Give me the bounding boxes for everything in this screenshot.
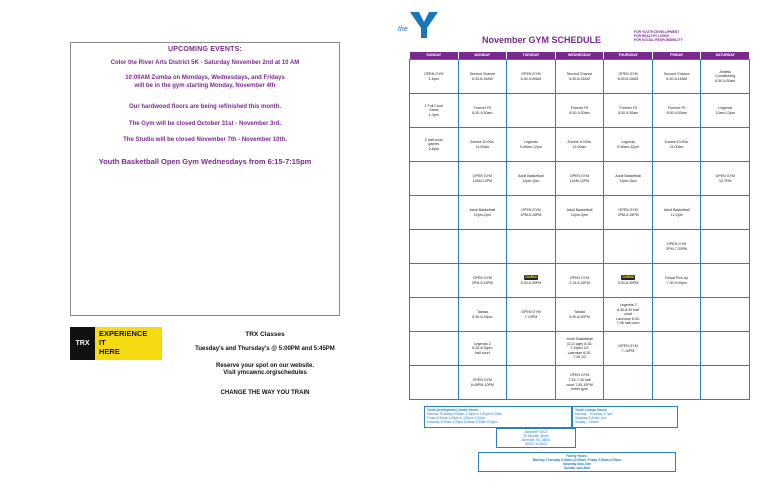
schedule-cell bbox=[603, 93, 653, 128]
cell-text: 1 Full Court bbox=[424, 103, 444, 108]
cell-text: 6:30-9:00AM bbox=[520, 76, 542, 81]
cell-text: 6:30-8:30 half bbox=[617, 307, 640, 312]
schedule-cell bbox=[555, 127, 605, 162]
schedule-cell bbox=[506, 263, 556, 298]
cell-text: Lacrosse 6:30- bbox=[567, 350, 592, 355]
cell-text: Adult Basketball bbox=[469, 207, 496, 212]
schedule-cell bbox=[409, 127, 459, 162]
schedule-cell bbox=[506, 195, 556, 230]
schedule-cell bbox=[652, 229, 702, 264]
cell-text: 5:30-6:30PM bbox=[520, 281, 542, 285]
cell-text: 12pm-2pm bbox=[473, 212, 491, 217]
youth-hours-line: Saturday 8:30am-3:30pm Sunday 3:30pm-8:30pm bbox=[427, 420, 498, 424]
schedule-cell bbox=[603, 263, 653, 298]
day-header-thursday: THURSDAY bbox=[604, 52, 653, 59]
event-floors: Our hardwood floors are being refinished this month. bbox=[128, 104, 281, 110]
lounge-hours-title: Youth Lounge Hours: bbox=[575, 408, 608, 412]
schedule-row bbox=[410, 93, 750, 127]
cell-text: OPEN GYM bbox=[521, 71, 541, 76]
cell-text: 11:00am bbox=[475, 144, 490, 149]
day-header-wednesday: WEDNESDAY bbox=[556, 52, 605, 59]
schedule-cell bbox=[506, 127, 556, 162]
address-line: Asheville YMCA bbox=[524, 430, 548, 434]
schedule-row bbox=[410, 59, 750, 93]
cell-text: 1-3pm bbox=[428, 112, 439, 117]
cell-text: 11:00am bbox=[572, 144, 587, 149]
ymca-tagline bbox=[634, 30, 683, 42]
schedule-cell bbox=[652, 93, 702, 128]
schedule-cell bbox=[506, 331, 556, 366]
day-header-tuesday: TUESDAY bbox=[507, 52, 556, 59]
schedule-cell bbox=[700, 161, 750, 196]
schedule-cell bbox=[652, 127, 702, 162]
youth-center-hours bbox=[424, 406, 572, 428]
family-hours bbox=[478, 452, 676, 472]
cell-text: 2PM-7:30PM bbox=[666, 246, 688, 251]
address-line: 30 Woodfin Street bbox=[523, 434, 549, 438]
cell-text: OPEN GYM bbox=[424, 71, 444, 76]
schedule-cell bbox=[506, 59, 556, 94]
cell-text: 6:30-8:15AM bbox=[617, 76, 639, 81]
cell-text: 8:30-9:30am bbox=[618, 110, 639, 115]
cell-text: OPEN GYM bbox=[715, 173, 735, 178]
cell-text: entire gym bbox=[571, 387, 588, 392]
cell-text: 7:15-7:45 half bbox=[568, 377, 591, 382]
schedule-grid bbox=[410, 52, 750, 399]
day-header-monday: MONDAY bbox=[459, 52, 508, 59]
schedule-cell bbox=[603, 59, 653, 94]
schedule-cell bbox=[409, 93, 459, 128]
schedule-cell bbox=[555, 331, 605, 366]
lounge-hours-line: Monday - Thursday 3-7pm bbox=[575, 412, 613, 416]
cell-text: Game bbox=[428, 108, 439, 113]
schedule-cell bbox=[458, 331, 508, 366]
cell-text: Adult Basketball bbox=[663, 207, 690, 212]
cell-text: 8:30-9:30am bbox=[569, 110, 590, 115]
trx-words bbox=[99, 329, 147, 356]
cell-text: Zumba 10:00a- bbox=[470, 139, 495, 144]
cell-text: Lacrosse 6:30- bbox=[616, 316, 640, 321]
cell-text: OPEN GYM bbox=[666, 241, 687, 246]
cell-text: 2 half court bbox=[424, 137, 443, 142]
trx-logo bbox=[70, 327, 162, 360]
tagline-line: FOR HEALTHY LIVING bbox=[634, 34, 670, 38]
upcoming-events-box bbox=[70, 42, 340, 316]
schedule-cell bbox=[409, 365, 459, 400]
schedule-cell bbox=[700, 297, 750, 332]
schedule-cell bbox=[409, 195, 459, 230]
schedule-cell bbox=[458, 127, 508, 162]
cell-text: Adult Basketball bbox=[566, 207, 593, 212]
cell-text: OPEN GYM bbox=[521, 309, 541, 314]
youth-hours-line: Friday 8:30am-1:30pm & 3:30pm-7:00pm bbox=[427, 416, 486, 420]
event-youth-basketball: Youth Basketball Open Gym Wednesdays from 6:15-7:15pm bbox=[98, 157, 312, 166]
schedule-row bbox=[410, 331, 750, 365]
trx-mark: TRX bbox=[70, 327, 95, 360]
schedule-cell bbox=[409, 297, 459, 332]
cell-text: court bbox=[624, 312, 633, 317]
trx-title: TRX Classes bbox=[245, 331, 285, 338]
event-5k: Color the River Arts District 5K - Saturday November 2nd at 10 AM bbox=[110, 60, 300, 66]
right-page bbox=[384, 0, 768, 497]
cell-text: 2PM-5:15PM bbox=[520, 212, 542, 217]
youth-lounge-hours bbox=[572, 406, 678, 428]
family-hours-line: Monday-Thursday 8:30am-10:00am, Friday 3:30am-9:00pm bbox=[532, 458, 622, 462]
schedule-cell bbox=[700, 263, 750, 298]
tagline-line: FOR YOUTH DEVELOPMENT bbox=[634, 30, 680, 34]
cell-text: Legends bbox=[524, 139, 538, 144]
schedule-cell bbox=[700, 331, 750, 366]
trx-word: IT bbox=[99, 338, 106, 347]
schedule-cell bbox=[603, 161, 653, 196]
cell-text: 9:30am-12pm bbox=[617, 144, 640, 149]
cell-text: 2PM-5:15PM bbox=[471, 280, 493, 285]
schedule-cell bbox=[555, 93, 605, 128]
zumba-logo-icon: ZUMBA bbox=[524, 275, 538, 280]
cell-text: 7:45 half court bbox=[616, 321, 640, 326]
schedule-cell bbox=[506, 161, 556, 196]
cell-text: Forever Fit bbox=[570, 105, 589, 110]
schedule-cell bbox=[700, 127, 750, 162]
cell-text: half court bbox=[474, 350, 490, 355]
cell-text: 2:15-5:15PM bbox=[569, 280, 590, 285]
tagline-line: FOR SOCIAL RESPONSIBILITY bbox=[634, 38, 683, 42]
schedule-cell bbox=[700, 229, 750, 264]
schedule-cell bbox=[700, 365, 750, 400]
cell-text: OPEN GYM bbox=[569, 275, 590, 280]
cell-text: 9:45am-12pm bbox=[519, 144, 543, 149]
cell-text: 12pm-2pm bbox=[619, 178, 637, 183]
day-header-saturday: SATURDAY bbox=[701, 52, 750, 59]
cell-text: Second Chance bbox=[566, 71, 593, 76]
cell-text: 7:15pm 1/3 bbox=[570, 346, 589, 351]
cell-text: Athletic bbox=[719, 69, 732, 74]
cell-text: 2PM-5:15PM bbox=[617, 212, 639, 217]
schedule-cell bbox=[409, 59, 459, 94]
schedule-cell bbox=[555, 195, 605, 230]
cell-text: 2-6pm bbox=[428, 146, 439, 151]
schedule-cell bbox=[700, 59, 750, 94]
schedule-cell bbox=[555, 59, 605, 94]
schedule-cell bbox=[652, 331, 702, 366]
schedule-cell bbox=[603, 365, 653, 400]
schedule-row bbox=[410, 229, 750, 263]
schedule-row bbox=[410, 365, 750, 399]
schedule-cell bbox=[458, 229, 508, 264]
event-zumba-1: 10:00AM Zumba on Mondays, Wednesdays, and Fridays bbox=[125, 75, 285, 81]
cell-text: 6:30-8:15AM bbox=[472, 76, 493, 81]
cell-text: 10am-12pm bbox=[715, 110, 735, 115]
family-hours-line: Sunday 1pm-6pm bbox=[563, 466, 591, 470]
trx-slogan: CHANGE THE WAY YOU TRAIN bbox=[220, 390, 310, 396]
cell-text: 7-10PM bbox=[621, 348, 635, 353]
cell-text: Youth Basketball bbox=[566, 337, 593, 342]
trx-reserve: Reserve your spot on our website. bbox=[215, 363, 315, 369]
cell-text: 7:45 1/2 bbox=[573, 355, 587, 360]
day-header-friday: FRIDAY bbox=[653, 52, 702, 59]
schedule-cell bbox=[555, 365, 605, 400]
cell-text: OPEN GYM bbox=[618, 343, 638, 348]
schedule-cell bbox=[700, 195, 750, 230]
schedule-cell bbox=[458, 195, 508, 230]
day-header-row bbox=[410, 52, 750, 59]
trx-word: HERE bbox=[99, 347, 120, 356]
schedule-cell bbox=[603, 229, 653, 264]
cell-text: 7-10PM bbox=[524, 314, 538, 319]
schedule-cell bbox=[458, 59, 508, 94]
schedule-cell bbox=[506, 365, 556, 400]
schedule-cell bbox=[555, 161, 605, 196]
cell-text: 12pm-2pm bbox=[522, 178, 540, 183]
cell-text: Forever Fit bbox=[667, 105, 686, 110]
cell-text: Conditioning bbox=[715, 74, 736, 79]
address-line: Asheville, NC 28801 bbox=[521, 438, 551, 442]
schedule-title: November GYM SCHEDULE bbox=[482, 35, 602, 45]
cell-text: Tabata bbox=[476, 309, 488, 314]
cell-text: games bbox=[428, 142, 440, 147]
cell-text: 5:30-6:30PM bbox=[569, 314, 590, 319]
cell-text: Adult Basketball bbox=[518, 173, 544, 178]
cell-text: Futsal Pick Up bbox=[665, 275, 689, 280]
schedule-cell bbox=[652, 161, 702, 196]
cell-text: 12-2pm bbox=[670, 212, 683, 217]
schedule-row bbox=[410, 263, 750, 297]
event-studio-closed: The Studio will be closed November 7th - November 10th. bbox=[123, 137, 287, 143]
cell-text: 6:30-8:30pm bbox=[472, 346, 493, 351]
ymca-y-logo-icon bbox=[408, 10, 440, 40]
cell-text: 5:30-6:30PM bbox=[617, 281, 639, 285]
zumba-logo-icon: ZUMBA bbox=[621, 275, 635, 280]
cell-text: OPEN GYM bbox=[618, 71, 638, 76]
cell-text: 7:30-9:00pm bbox=[666, 280, 687, 285]
cell-text: Tabata bbox=[574, 309, 585, 314]
schedule-cell bbox=[506, 229, 556, 264]
schedule-cell bbox=[506, 297, 556, 332]
trx-visit: Visit ymcawnc.org/schedules bbox=[223, 370, 307, 376]
cell-text: 5:30-6:15pm bbox=[472, 314, 493, 319]
cell-text: OPEN GYM bbox=[618, 207, 638, 212]
cell-text: Forever Fit bbox=[619, 105, 637, 110]
schedule-cell bbox=[409, 331, 459, 366]
cell-text: Legends 2 bbox=[473, 341, 491, 346]
cell-text: 11AM-12PM bbox=[472, 178, 493, 183]
schedule-cell bbox=[506, 93, 556, 128]
cell-text: Second Chance bbox=[469, 71, 496, 76]
cell-text: Legends bbox=[718, 105, 733, 110]
cell-text: 6:30-8:15AM bbox=[666, 76, 687, 81]
address-line: (828) 210-9622 bbox=[525, 442, 547, 446]
cell-text: OPEN GYM bbox=[569, 373, 590, 378]
cell-text: 11:00am bbox=[669, 144, 684, 149]
cell-text: 8:30-9:30am bbox=[666, 110, 687, 115]
cell-text: Zumba 10:00a- bbox=[664, 139, 689, 144]
trx-times: Tuesday's and Thursday's @ 5:00PM and 5:45PM bbox=[195, 346, 335, 352]
family-hours-line: Saturday 8am-7pm bbox=[562, 462, 592, 466]
trx-word: EXPERIENCE bbox=[99, 329, 148, 338]
schedule-cell bbox=[409, 263, 459, 298]
cell-text: OPEN GYM bbox=[472, 377, 493, 382]
cell-text: Zumba 10:00a- bbox=[567, 139, 592, 144]
schedule-row bbox=[410, 161, 750, 195]
cell-text: 1-6pm bbox=[428, 76, 439, 81]
lounge-hours-line: Saturday 8:30am-1pm bbox=[575, 416, 607, 420]
schedule-row bbox=[410, 127, 750, 161]
schedule-cell bbox=[555, 297, 605, 332]
cell-text: 8:30-9:30am bbox=[715, 78, 736, 83]
youth-hours-title: Youth Development Center Hours: bbox=[427, 408, 479, 412]
cell-text: 12pm-2pm bbox=[570, 212, 589, 217]
schedule-cell bbox=[458, 161, 508, 196]
event-zumba-2: will be in the gym starting Monday, November 4th bbox=[134, 83, 276, 89]
ymca-address bbox=[496, 428, 576, 448]
schedule-cell bbox=[458, 365, 508, 400]
schedule-cell bbox=[652, 263, 702, 298]
schedule-row bbox=[410, 195, 750, 229]
schedule-cell bbox=[409, 229, 459, 264]
family-hours-title: Family Hours: bbox=[566, 454, 588, 458]
schedule-cell bbox=[603, 127, 653, 162]
cell-text: 6:30-8:15AM bbox=[569, 76, 590, 81]
schedule-cell bbox=[652, 59, 702, 94]
schedule-cell bbox=[458, 297, 508, 332]
schedule-cell bbox=[603, 331, 653, 366]
cell-text: OPEN GYM bbox=[521, 207, 541, 212]
cell-text: (3-13 age) 6:15- bbox=[566, 341, 593, 346]
schedule-cell bbox=[652, 365, 702, 400]
cell-text: 8:30-9:30am bbox=[472, 110, 493, 115]
cell-text: OPEN GYM bbox=[569, 173, 590, 178]
cell-text: 12-7PM bbox=[718, 178, 732, 183]
youth-hours-line: Monday-Thursday 8:30am-1:30pm & 3:30pm-8:30pm bbox=[427, 412, 503, 416]
schedule-cell bbox=[555, 263, 605, 298]
schedule-row bbox=[410, 297, 750, 331]
events-title: UPCOMING EVENTS: bbox=[168, 46, 242, 53]
schedule-cell bbox=[603, 297, 653, 332]
lounge-hours-line: Sunday - Closed bbox=[575, 420, 599, 424]
cell-text: Legends bbox=[621, 139, 635, 144]
schedule-cell bbox=[409, 161, 459, 196]
schedule-cell bbox=[700, 93, 750, 128]
cell-text: OPEN GYM bbox=[472, 275, 493, 280]
schedule-cell bbox=[652, 297, 702, 332]
day-header-sunday: SUNDAY bbox=[410, 52, 459, 59]
cell-text: 11AM-12PM bbox=[569, 178, 590, 183]
event-gym-closed: The Gym will be closed October 31st - November 3rd. bbox=[128, 121, 282, 127]
schedule-cell bbox=[458, 263, 508, 298]
schedule-cell bbox=[458, 93, 508, 128]
cell-text: Legends 2 bbox=[619, 303, 637, 308]
cell-text: OPEN GYM bbox=[472, 173, 493, 178]
cell-text: 8:45PM-10PM bbox=[470, 382, 494, 387]
schedule-cell bbox=[555, 229, 605, 264]
cell-text: Adult Basketball bbox=[615, 173, 641, 178]
schedule-cell bbox=[603, 195, 653, 230]
cell-text: court 7:45-10PM bbox=[566, 382, 593, 387]
cell-text: Forever Fit bbox=[473, 105, 492, 110]
cell-text: Second Chance bbox=[663, 71, 690, 76]
ymca-logo-the: the bbox=[398, 26, 408, 33]
schedule-cell bbox=[652, 195, 702, 230]
